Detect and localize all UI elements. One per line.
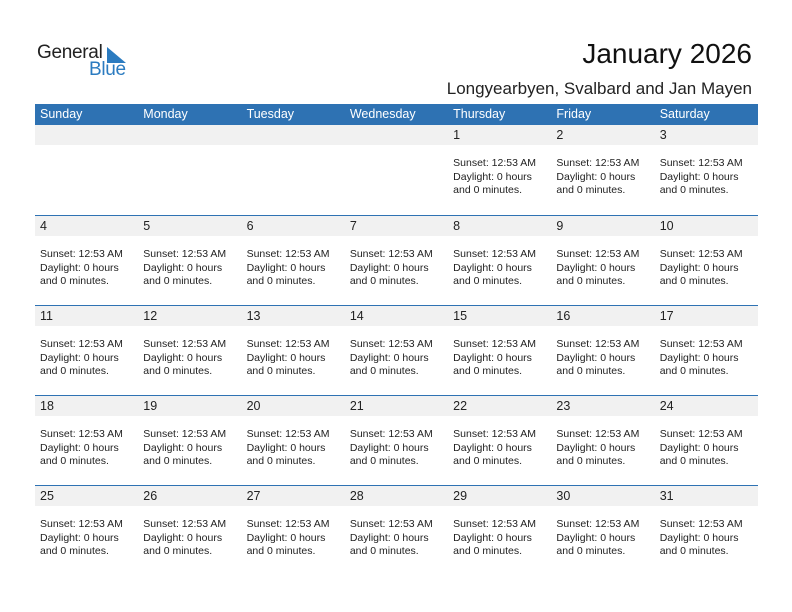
day-number xyxy=(138,125,241,145)
day-number: 13 xyxy=(242,306,345,326)
day-number: 23 xyxy=(551,396,654,416)
day-number: 28 xyxy=(345,486,448,506)
day-cell xyxy=(655,125,758,215)
day-sunset-text: Sunset: 12:53 AM xyxy=(40,248,123,260)
day-info xyxy=(655,236,758,289)
day-cell xyxy=(551,216,654,305)
day-info xyxy=(448,145,551,198)
day-sunset-text: Sunset: 12:53 AM xyxy=(40,338,123,350)
day-number: 9 xyxy=(551,216,654,236)
calendar-week-row xyxy=(35,125,758,215)
day-daylight-text: Daylight: 0 hours xyxy=(40,531,119,544)
day-daylight-text: Daylight: 0 hours xyxy=(659,531,739,544)
calendar-week-row xyxy=(35,215,758,305)
day-daylight-text: Daylight: 0 hours xyxy=(556,170,636,183)
day-daylight2-text: and 0 minutes. xyxy=(659,545,729,557)
day-info xyxy=(448,416,551,469)
day-cell xyxy=(345,125,448,215)
day-daylight-text: Daylight: 0 hours xyxy=(143,351,223,364)
day-number: 14 xyxy=(345,306,448,326)
day-daylight2-text: and 0 minutes. xyxy=(453,545,523,557)
day-info xyxy=(35,326,138,379)
day-daylight2-text: and 0 minutes. xyxy=(453,455,523,467)
day-cell xyxy=(345,486,448,575)
day-info xyxy=(345,326,448,379)
day-number: 22 xyxy=(448,396,551,416)
day-sunset-text: Sunset: 12:53 AM xyxy=(556,157,640,169)
day-number: 30 xyxy=(551,486,654,506)
day-sunset-text: Sunset: 12:53 AM xyxy=(349,518,433,530)
day-cell xyxy=(551,486,654,575)
day-daylight2-text: and 0 minutes. xyxy=(143,545,213,557)
calendar-weeks xyxy=(35,125,758,575)
weekday-header-saturday: Saturday xyxy=(659,107,710,121)
day-number: 24 xyxy=(655,396,758,416)
day-info xyxy=(551,236,654,289)
day-daylight-text: Daylight: 0 hours xyxy=(349,351,429,364)
day-daylight-text: Daylight: 0 hours xyxy=(556,531,636,544)
day-info xyxy=(35,506,138,559)
day-cell xyxy=(448,396,551,485)
day-daylight2-text: and 0 minutes. xyxy=(556,455,626,467)
day-cell xyxy=(655,216,758,305)
day-daylight-text: Daylight: 0 hours xyxy=(453,351,532,364)
day-daylight-text: Daylight: 0 hours xyxy=(453,531,532,544)
day-cell xyxy=(448,306,551,395)
day-daylight-text: Daylight: 0 hours xyxy=(349,531,429,544)
day-number: 5 xyxy=(138,216,241,236)
day-cell xyxy=(35,486,138,575)
day-info xyxy=(138,145,241,157)
day-sunset-text: Sunset: 12:53 AM xyxy=(453,157,537,169)
weekday-header-sunday: Sunday xyxy=(40,107,83,121)
day-number: 27 xyxy=(242,486,345,506)
day-daylight-text: Daylight: 0 hours xyxy=(40,351,119,364)
day-daylight-text: Daylight: 0 hours xyxy=(40,261,119,274)
day-info xyxy=(448,506,551,559)
day-info xyxy=(242,326,345,379)
day-cell xyxy=(242,486,345,575)
day-number: 15 xyxy=(448,306,551,326)
brand-logo-general: General xyxy=(37,42,103,63)
day-info xyxy=(345,145,448,157)
day-number: 21 xyxy=(345,396,448,416)
day-number: 17 xyxy=(655,306,758,326)
day-cell xyxy=(448,125,551,215)
day-daylight2-text: and 0 minutes. xyxy=(556,365,626,377)
day-daylight-text: Daylight: 0 hours xyxy=(659,261,739,274)
day-daylight2-text: and 0 minutes. xyxy=(40,455,109,467)
day-sunset-text: Sunset: 12:53 AM xyxy=(40,518,123,530)
calendar-grid xyxy=(35,104,758,575)
day-cell xyxy=(242,216,345,305)
day-info xyxy=(138,236,241,289)
day-daylight2-text: and 0 minutes. xyxy=(143,275,213,287)
day-info xyxy=(35,145,138,157)
day-info xyxy=(655,145,758,198)
day-sunset-text: Sunset: 12:53 AM xyxy=(246,248,330,260)
day-cell xyxy=(138,216,241,305)
day-cell xyxy=(138,396,241,485)
day-cell xyxy=(138,125,241,215)
day-daylight-text: Daylight: 0 hours xyxy=(349,261,429,274)
day-cell xyxy=(345,306,448,395)
day-number: 4 xyxy=(35,216,138,236)
day-info xyxy=(551,416,654,469)
day-daylight2-text: and 0 minutes. xyxy=(40,275,109,287)
day-info xyxy=(655,326,758,379)
day-daylight2-text: and 0 minutes. xyxy=(349,275,419,287)
day-cell xyxy=(242,396,345,485)
day-cell xyxy=(448,216,551,305)
weekday-header-friday: Friday xyxy=(556,107,592,121)
day-daylight2-text: and 0 minutes. xyxy=(349,455,419,467)
day-number: 31 xyxy=(655,486,758,506)
day-daylight2-text: and 0 minutes. xyxy=(659,365,729,377)
day-info xyxy=(35,236,138,289)
day-info xyxy=(655,506,758,559)
weekday-header-row xyxy=(35,104,758,125)
day-cell xyxy=(551,396,654,485)
day-daylight2-text: and 0 minutes. xyxy=(246,275,316,287)
day-daylight-text: Daylight: 0 hours xyxy=(246,261,326,274)
day-cell xyxy=(655,486,758,575)
day-number xyxy=(345,125,448,145)
calendar-week-row xyxy=(35,305,758,395)
day-sunset-text: Sunset: 12:53 AM xyxy=(659,248,743,260)
day-number: 11 xyxy=(35,306,138,326)
day-daylight2-text: and 0 minutes. xyxy=(556,184,626,196)
day-daylight2-text: and 0 minutes. xyxy=(659,275,729,287)
day-info xyxy=(655,416,758,469)
day-number: 20 xyxy=(242,396,345,416)
day-daylight2-text: and 0 minutes. xyxy=(453,184,523,196)
day-cell xyxy=(35,216,138,305)
day-info xyxy=(448,236,551,289)
day-daylight2-text: and 0 minutes. xyxy=(349,545,419,557)
day-number: 2 xyxy=(551,125,654,145)
day-cell xyxy=(345,216,448,305)
day-daylight2-text: and 0 minutes. xyxy=(40,545,109,557)
day-sunset-text: Sunset: 12:53 AM xyxy=(659,518,743,530)
day-sunset-text: Sunset: 12:53 AM xyxy=(40,428,123,440)
day-cell xyxy=(138,306,241,395)
day-cell xyxy=(35,396,138,485)
day-daylight-text: Daylight: 0 hours xyxy=(453,441,532,454)
brand-logo-blue: Blue xyxy=(89,59,126,80)
day-daylight-text: Daylight: 0 hours xyxy=(556,351,636,364)
location-subtitle: Longyearbyen, Svalbard and Jan Mayen xyxy=(446,79,752,98)
day-info xyxy=(551,145,654,198)
day-daylight2-text: and 0 minutes. xyxy=(246,545,316,557)
day-daylight-text: Daylight: 0 hours xyxy=(556,261,636,274)
brand-logo xyxy=(37,42,137,82)
day-daylight2-text: and 0 minutes. xyxy=(246,365,316,377)
day-cell xyxy=(138,486,241,575)
day-sunset-text: Sunset: 12:53 AM xyxy=(349,248,433,260)
day-sunset-text: Sunset: 12:53 AM xyxy=(453,428,537,440)
day-sunset-text: Sunset: 12:53 AM xyxy=(556,248,640,260)
day-number: 26 xyxy=(138,486,241,506)
day-cell xyxy=(551,306,654,395)
day-number: 16 xyxy=(551,306,654,326)
day-sunset-text: Sunset: 12:53 AM xyxy=(659,428,743,440)
day-daylight2-text: and 0 minutes. xyxy=(40,365,109,377)
day-daylight2-text: and 0 minutes. xyxy=(556,545,626,557)
day-info xyxy=(138,416,241,469)
day-cell xyxy=(655,396,758,485)
day-sunset-text: Sunset: 12:53 AM xyxy=(453,338,537,350)
day-sunset-text: Sunset: 12:53 AM xyxy=(246,428,330,440)
day-sunset-text: Sunset: 12:53 AM xyxy=(349,338,433,350)
day-number: 1 xyxy=(448,125,551,145)
day-info xyxy=(242,416,345,469)
day-number xyxy=(242,125,345,145)
day-info xyxy=(448,326,551,379)
day-number xyxy=(35,125,138,145)
day-info xyxy=(551,506,654,559)
day-number: 12 xyxy=(138,306,241,326)
day-cell xyxy=(551,125,654,215)
day-cell xyxy=(35,125,138,215)
day-daylight-text: Daylight: 0 hours xyxy=(453,170,532,183)
day-number: 3 xyxy=(655,125,758,145)
day-daylight2-text: and 0 minutes. xyxy=(246,455,316,467)
day-daylight-text: Daylight: 0 hours xyxy=(659,441,739,454)
day-sunset-text: Sunset: 12:53 AM xyxy=(246,338,330,350)
day-number: 18 xyxy=(35,396,138,416)
day-info xyxy=(345,416,448,469)
day-sunset-text: Sunset: 12:53 AM xyxy=(659,157,743,169)
day-sunset-text: Sunset: 12:53 AM xyxy=(556,338,640,350)
day-daylight-text: Daylight: 0 hours xyxy=(246,531,326,544)
day-sunset-text: Sunset: 12:53 AM xyxy=(143,428,227,440)
day-info xyxy=(138,326,241,379)
day-sunset-text: Sunset: 12:53 AM xyxy=(246,518,330,530)
day-info xyxy=(551,326,654,379)
day-daylight-text: Daylight: 0 hours xyxy=(246,351,326,364)
day-daylight2-text: and 0 minutes. xyxy=(453,275,523,287)
day-number: 25 xyxy=(35,486,138,506)
day-cell xyxy=(35,306,138,395)
day-info xyxy=(242,236,345,289)
day-daylight2-text: and 0 minutes. xyxy=(143,455,213,467)
day-number: 10 xyxy=(655,216,758,236)
weekday-header-tuesday: Tuesday xyxy=(246,107,295,121)
day-sunset-text: Sunset: 12:53 AM xyxy=(143,518,227,530)
weekday-header-monday: Monday xyxy=(143,107,188,121)
day-info xyxy=(138,506,241,559)
day-sunset-text: Sunset: 12:53 AM xyxy=(659,338,743,350)
day-sunset-text: Sunset: 12:53 AM xyxy=(349,428,433,440)
day-info xyxy=(242,506,345,559)
day-sunset-text: Sunset: 12:53 AM xyxy=(453,248,537,260)
page-title: January 2026 xyxy=(582,38,752,69)
calendar-week-row xyxy=(35,485,758,575)
day-daylight-text: Daylight: 0 hours xyxy=(453,261,532,274)
day-cell xyxy=(242,125,345,215)
day-daylight-text: Daylight: 0 hours xyxy=(40,441,119,454)
day-daylight-text: Daylight: 0 hours xyxy=(659,170,739,183)
day-daylight-text: Daylight: 0 hours xyxy=(556,441,636,454)
day-sunset-text: Sunset: 12:53 AM xyxy=(143,338,227,350)
day-sunset-text: Sunset: 12:53 AM xyxy=(556,518,640,530)
day-number: 29 xyxy=(448,486,551,506)
day-daylight2-text: and 0 minutes. xyxy=(659,184,729,196)
day-cell xyxy=(448,486,551,575)
day-daylight-text: Daylight: 0 hours xyxy=(659,351,739,364)
day-daylight2-text: and 0 minutes. xyxy=(143,365,213,377)
day-cell xyxy=(345,396,448,485)
day-daylight-text: Daylight: 0 hours xyxy=(246,441,326,454)
day-daylight-text: Daylight: 0 hours xyxy=(349,441,429,454)
day-sunset-text: Sunset: 12:53 AM xyxy=(453,518,537,530)
calendar-week-row xyxy=(35,395,758,485)
weekday-header-thursday: Thursday xyxy=(453,107,506,121)
day-cell xyxy=(655,306,758,395)
day-info xyxy=(242,145,345,157)
weekday-header-wednesday: Wednesday xyxy=(349,107,416,121)
day-number: 8 xyxy=(448,216,551,236)
day-info xyxy=(35,416,138,469)
day-daylight2-text: and 0 minutes. xyxy=(349,365,419,377)
day-daylight-text: Daylight: 0 hours xyxy=(143,531,223,544)
day-info xyxy=(345,236,448,289)
day-sunset-text: Sunset: 12:53 AM xyxy=(556,428,640,440)
day-sunset-text: Sunset: 12:53 AM xyxy=(143,248,227,260)
day-daylight2-text: and 0 minutes. xyxy=(659,455,729,467)
day-cell xyxy=(242,306,345,395)
day-daylight-text: Daylight: 0 hours xyxy=(143,261,223,274)
day-info xyxy=(345,506,448,559)
day-daylight-text: Daylight: 0 hours xyxy=(143,441,223,454)
day-daylight2-text: and 0 minutes. xyxy=(556,275,626,287)
day-number: 19 xyxy=(138,396,241,416)
day-number: 6 xyxy=(242,216,345,236)
day-number: 7 xyxy=(345,216,448,236)
day-daylight2-text: and 0 minutes. xyxy=(453,365,523,377)
